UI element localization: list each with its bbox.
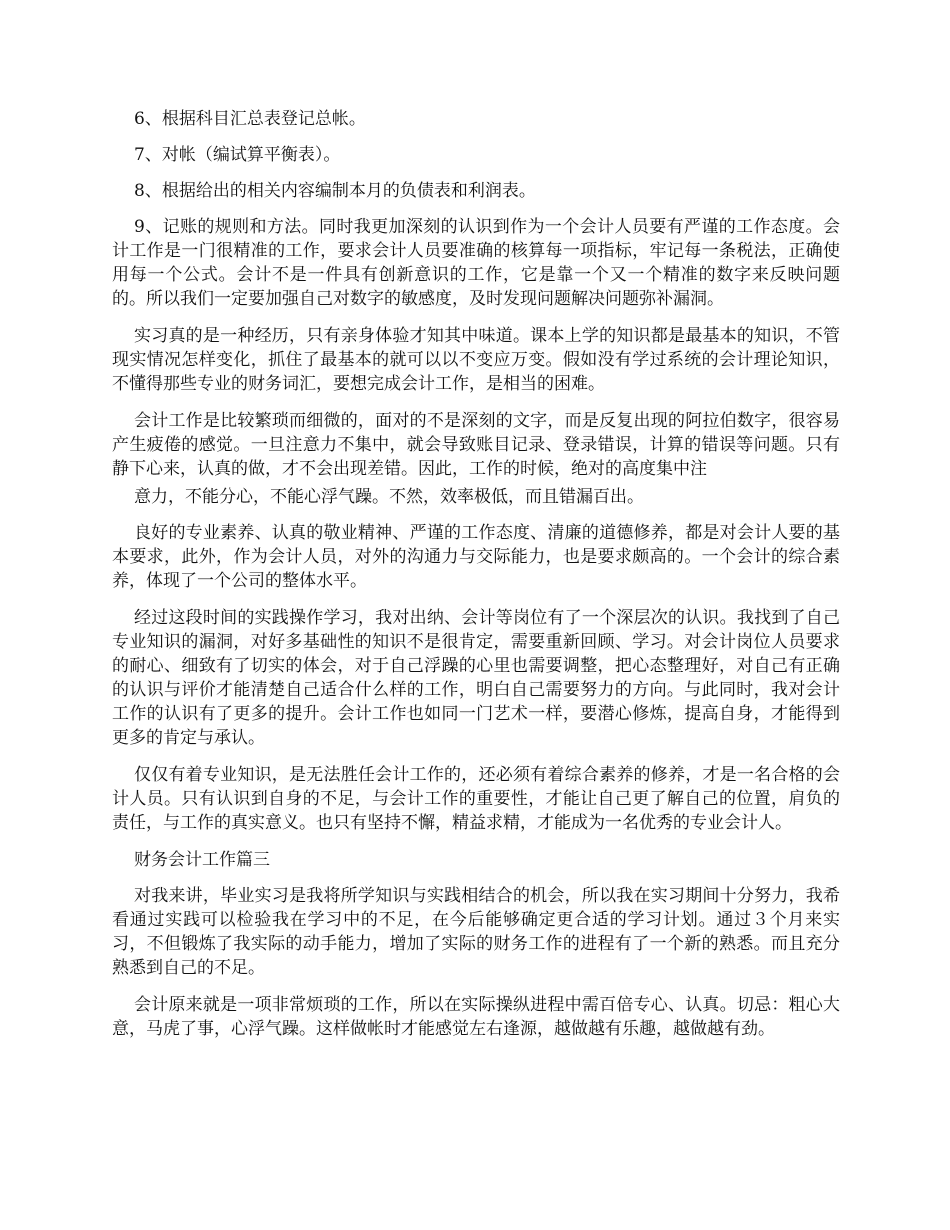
professional-quality-paragraph: 良好的专业素养、认真的敬业精神、严谨的工作态度、清廉的道德修养，都是对会计人要的基本要求，此外，作为会计人员，对外的沟通力与交际能力，也是要求颇高的。一个会计的综合素养，体现了一个公司的整体水平。 — [112, 523, 840, 591]
accounting-tedious-paragraph: 会计原来就是一项非常烦琐的工作，所以在实际操纵进程中需百倍专心、认真。切忌：粗心大意，马虎了事，心浮气躁。这样做帐时才能感觉左右逢源，越做越有乐趣，越做越有劲。 — [112, 995, 840, 1039]
step-6-text: 6、根据科目汇总表登记总帐。 — [134, 109, 366, 129]
internship-experience-paragraph: 实习真的是一种经历，只有亲身体验才知其中味道。课本上学的知识都是最基本的知识，不管现实情况怎样变化，抓住了最基本的就可以以不变应万变。假如没有学过系统的会计理论知识，不懂得那些专业的财务词汇，要想完成会计工作，是相当的困难。 — [112, 326, 840, 394]
accounting-work-paragraph: 会计工作是比较繁琐而细微的，面对的不是深刻的文字，而是反复出现的阿拉伯数字，很容易产生疲倦的感觉。一旦注意力不集中，就会导致账目记录、登录错误，计算的错误等问题。只有静下心来，认真的做，才不会出现差错。因此，工作的时候，绝对的高度集中注 — [112, 411, 840, 479]
graduation-internship-paragraph: 对我来讲，毕业实习是我将所学知识与实践相结合的机会，所以我在实习期间十分努力，我希看通过实践可以检验我在学习中的不足，在今后能够确定更合适的学习计划。通过３个月来实习，不但锻炼了我实际的动手能力，增加了实际的财务工作的进程有了一个新的熟悉。而且充分熟悉到自己的不足。 — [112, 886, 840, 978]
professional-knowledge-paragraph: 仅仅有着专业知识，是无法胜任会计工作的，还必须有着综合素养的修养，才是一名合格的会计人员。只有认识到自身的不足，与会计工作的重要性，才能让自己更了解自己的位置，肩负的责任，与工作的真实意义。也只有坚持不懈，精益求精，才能成为一名优秀的专业会计人。 — [112, 765, 840, 833]
step-8-text: 8、根据给出的相关内容编制本月的负债表和利润表。 — [134, 181, 536, 201]
step-9-paragraph: 9、记账的规则和方法。同时我更加深刻的认识到作为一个会计人员要有严谨的工作态度。会计工作是一门很精准的工作，要求会计人员要准确的核算每一项指标，牢记每一条税法，正确使用每一个公式。会计不是一件具有创新意识的工作，它是靠一个又一个精准的数字来反映问题的。所以我们一定要加强自己对数字的敏感度，及时发现问题解决问题弥补漏洞。 — [112, 217, 840, 309]
section-heading: 财务会计工作篇三 — [134, 850, 270, 870]
document-body — [112, 107, 840, 1054]
attention-continuation-paragraph: 意力，不能分心，不能心浮气躁。不然，效率极低，而且错漏百出。 — [134, 487, 644, 507]
step-7-text: 7、对帐（编试算平衡表）。 — [134, 145, 341, 165]
practice-learning-paragraph: 经过这段时间的实践操作学习，我对出纳、会计等岗位有了一个深层次的认识。我找到了自己专业知识的漏洞，对好多基础性的知识不是很肯定，需要重新回顾、学习。对会计岗位人员要求的耐心、细致有了切实的体会，对于自己浮躁的心里也需要调整，把心态整理好，对自己有正确的认识与评价才能清楚自己适合什么样的工作，明白自己需要努力的方向。与此同时，我对会计工作的认识有了更多的提升。会计工作也如同一门艺术一样，要潜心修炼，提高自身，才能得到更多的肯定与承认。 — [112, 608, 840, 748]
